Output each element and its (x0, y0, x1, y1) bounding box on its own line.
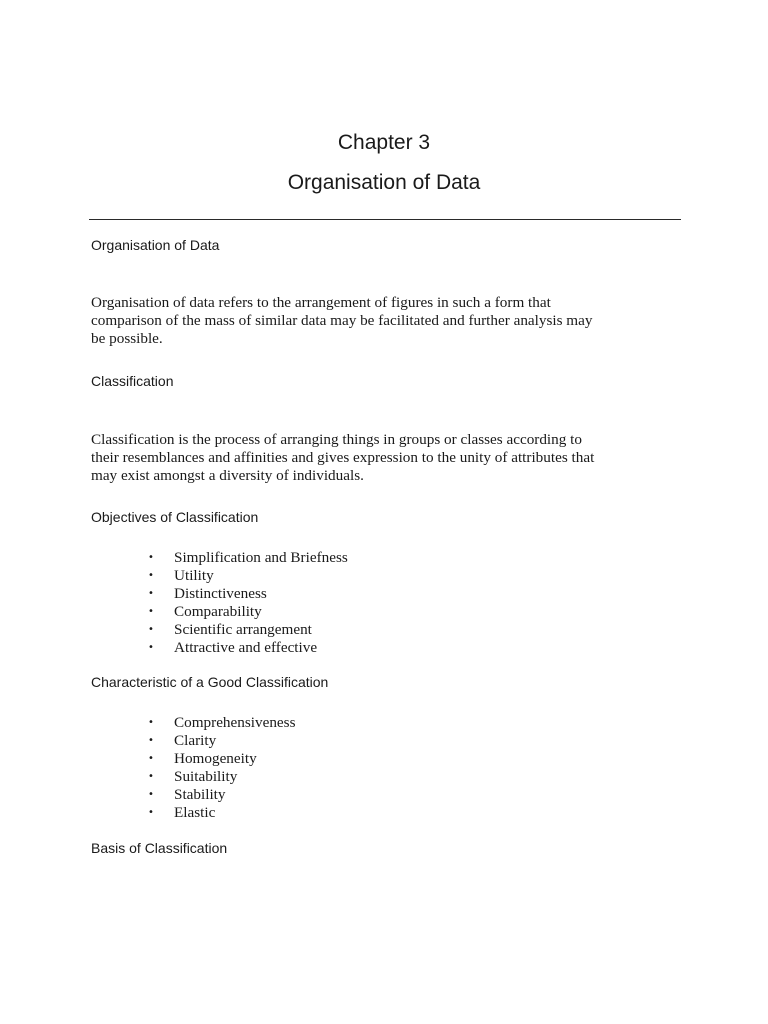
list-item: • Homogeneity (148, 750, 257, 767)
section-heading-basis: Basis of Classification (91, 840, 228, 856)
section-heading-classification: Classification (91, 373, 174, 389)
section-heading-characteristics: Characteristic of a Good Classification (91, 674, 329, 690)
bullet-icon: • (148, 588, 154, 599)
list-item: • Stability (148, 786, 226, 803)
list-item: • Clarity (148, 732, 217, 749)
bullet-icon: • (148, 570, 154, 581)
bullet-icon: • (148, 717, 154, 728)
list-item: • Scientific arrangement (148, 621, 312, 638)
bullet-icon: • (148, 642, 154, 653)
list-item: • Distinctiveness (148, 585, 267, 602)
list-item: • Comprehensiveness (148, 714, 296, 731)
chapter-number: Chapter 3 (337, 131, 431, 154)
list-item: • Simplification and Briefness (148, 549, 348, 566)
paragraph-organisation: Organisation of data refers to the arrangement of figures in such a form that comparison of the mass of similar data may be facilitated and further analysis may be possible. (91, 294, 593, 348)
bullet-icon: • (148, 606, 154, 617)
chapter-title: Organisation of Data (287, 171, 481, 194)
list-item: • Comparability (148, 603, 262, 620)
bullet-icon: • (148, 552, 154, 563)
title-divider (89, 219, 681, 220)
section-heading-objectives: Objectives of Classification (91, 509, 259, 525)
list-item: • Attractive and effective (148, 639, 318, 656)
bullet-icon: • (148, 753, 154, 764)
bullet-icon: • (148, 771, 154, 782)
bullet-icon: • (148, 735, 154, 746)
bullet-icon: • (148, 624, 154, 635)
bullet-icon: • (148, 807, 154, 818)
section-heading-organisation: Organisation of Data (91, 237, 220, 253)
objectives-list (148, 549, 348, 657)
list-item: • Elastic (148, 804, 216, 821)
list-item: • Utility (148, 567, 214, 584)
bullet-icon: • (148, 789, 154, 800)
characteristics-list (148, 714, 295, 822)
paragraph-classification: Classification is the process of arranging things in groups or classes according to their resemblances and affinities and gives expression to the unity of attributes that may exist amongst a diversity of individuals. (91, 431, 595, 485)
list-item: • Suitability (148, 768, 238, 785)
